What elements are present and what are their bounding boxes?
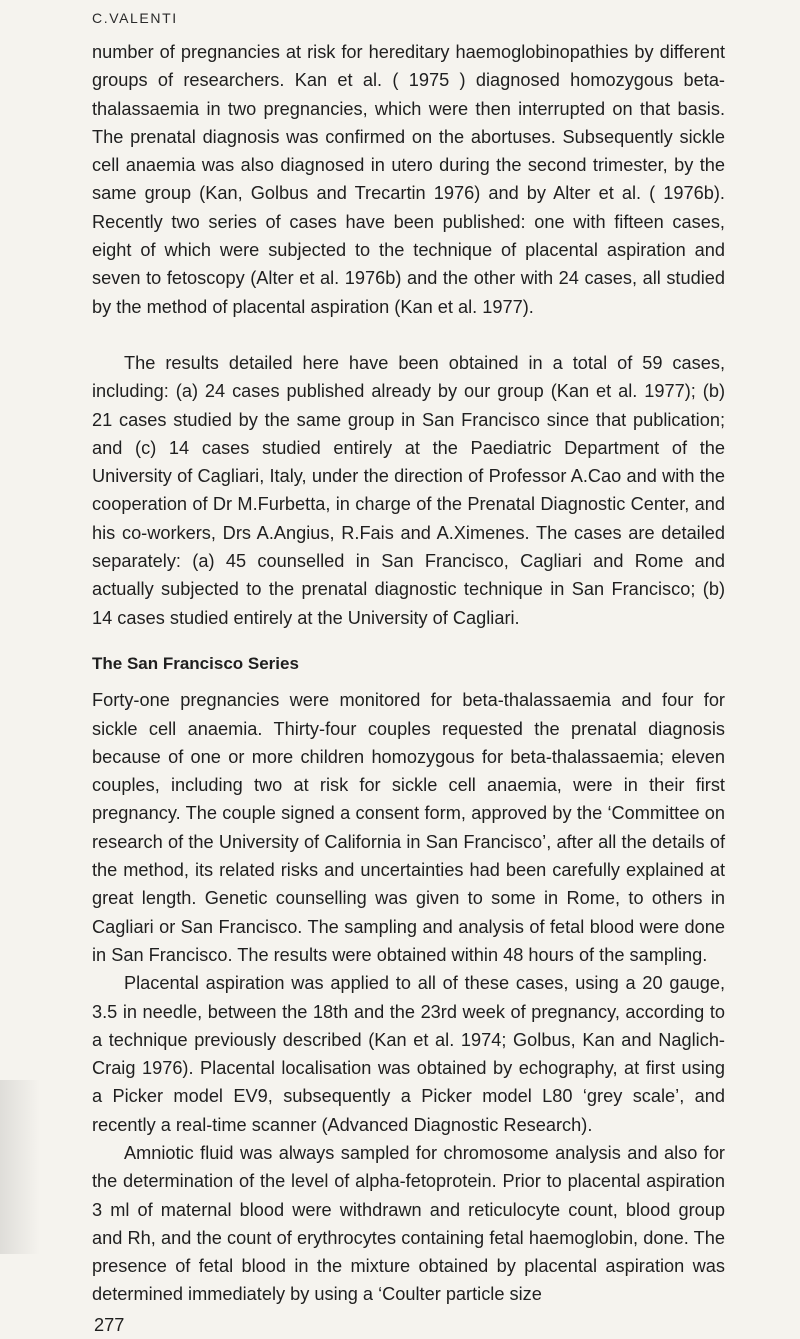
- paragraph-placental-aspiration: Placental aspiration was applied to all of these cases, using a 20 gauge, 3.5 in needle, between the 18th and the 23rd week of pregnancy, according to a technique previously described (Kan et al. 1974; Golbus, Kan and Naglich-Craig 1976). Placental localisation was obtained by echography, at first using a Picker model EV9, subsequently a Picker model L80 ‘grey scale’, and recently a real-time scanner (Advanced Diagnostic Research).: [92, 973, 725, 1135]
- page-number: 277: [94, 1314, 125, 1335]
- section-heading: The San Francisco Series: [92, 653, 299, 673]
- page-binding-shadow: [0, 1080, 40, 1254]
- paragraph-intro: number of pregnancies at risk for hereditary haemoglobinopathies by different groups of researchers. Kan et al. ( 1975 ) diagnosed homozygous beta-thalassaemia in two pregnancies, which were then interrupted on that basis. The prenatal diagnosis was confirmed on the abortuses. Subsequently sickle cell anaemia was also diagnosed in utero during the second trimester, by the same group (Kan, Golbus and Trecartin 1976) and by Alter et al. ( 1976b). Recently two series of cases have been published: one with fifteen cases, eight of which were subjected to the technique of placental aspiration and seven to fetoscopy (Alter et al. 1976b) and the other with 24 cases, all studied by the method of placental aspiration (Kan et al. 1977).: [92, 42, 725, 317]
- running-head: C.VALENTI: [92, 10, 178, 26]
- paragraph-amniotic-fluid: Amniotic fluid was always sampled for chromosome analysis and also for the determination of the level of alpha-fetoprotein. Prior to placental aspiration 3 ml of maternal blood were withdrawn and reticulocyte count, blood group and Rh, and the count of erythrocytes containing fetal haemoglobin, done. The presence of fetal blood in the mixture obtained by placental aspiration was determined immediately by using a ‘Coulter particle size: [92, 1142, 725, 1305]
- paragraph-pregnancies: Forty-one pregnancies were monitored for beta-thalassaemia and four for sickle cell anaemia. Thirty-four couples requested the prenatal diagnosis because of one or more children homozygous for beta-thalassaemia; eleven couples, including two at risk for sickle cell anaemia, were in their first pregnancy. The couple signed a consent form, approved by the ‘Committee on research of the University of California in San Francisco’, after all the details of the method, its related risks and uncertainties had been carefully explained at great length. Genetic counselling was given to some in Rome, to others in Cagliari or San Francisco. The sampling and analysis of fetal blood were done in San Francisco. The results were obtained within 48 hours of the sampling.: [92, 690, 725, 965]
- body-text: [92, 38, 725, 1339]
- paragraph-results: The results detailed here have been obtained in a total of 59 cases, including: (a) 24 cases published already by our group (Kan et al. 1977); (b) 21 cases studied by the same group in San Francisco since that publication; and (c) 14 cases studied entirely at the Paediatric Department of the University of Cagliari, Italy, under the direction of Professor A.Cao and with the cooperation of Dr M.Furbetta, in charge of the Prenatal Diagnostic Center, and his co-workers, Drs A.Angius, R.Fais and A.Ximenes. The cases are detailed separately: (a) 45 counselled in San Francisco, Cagliari and Rome and actually subjected to the prenatal diagnostic technique in San Francisco; (b) 14 cases studied entirely at the University of Cagliari.: [92, 352, 725, 628]
